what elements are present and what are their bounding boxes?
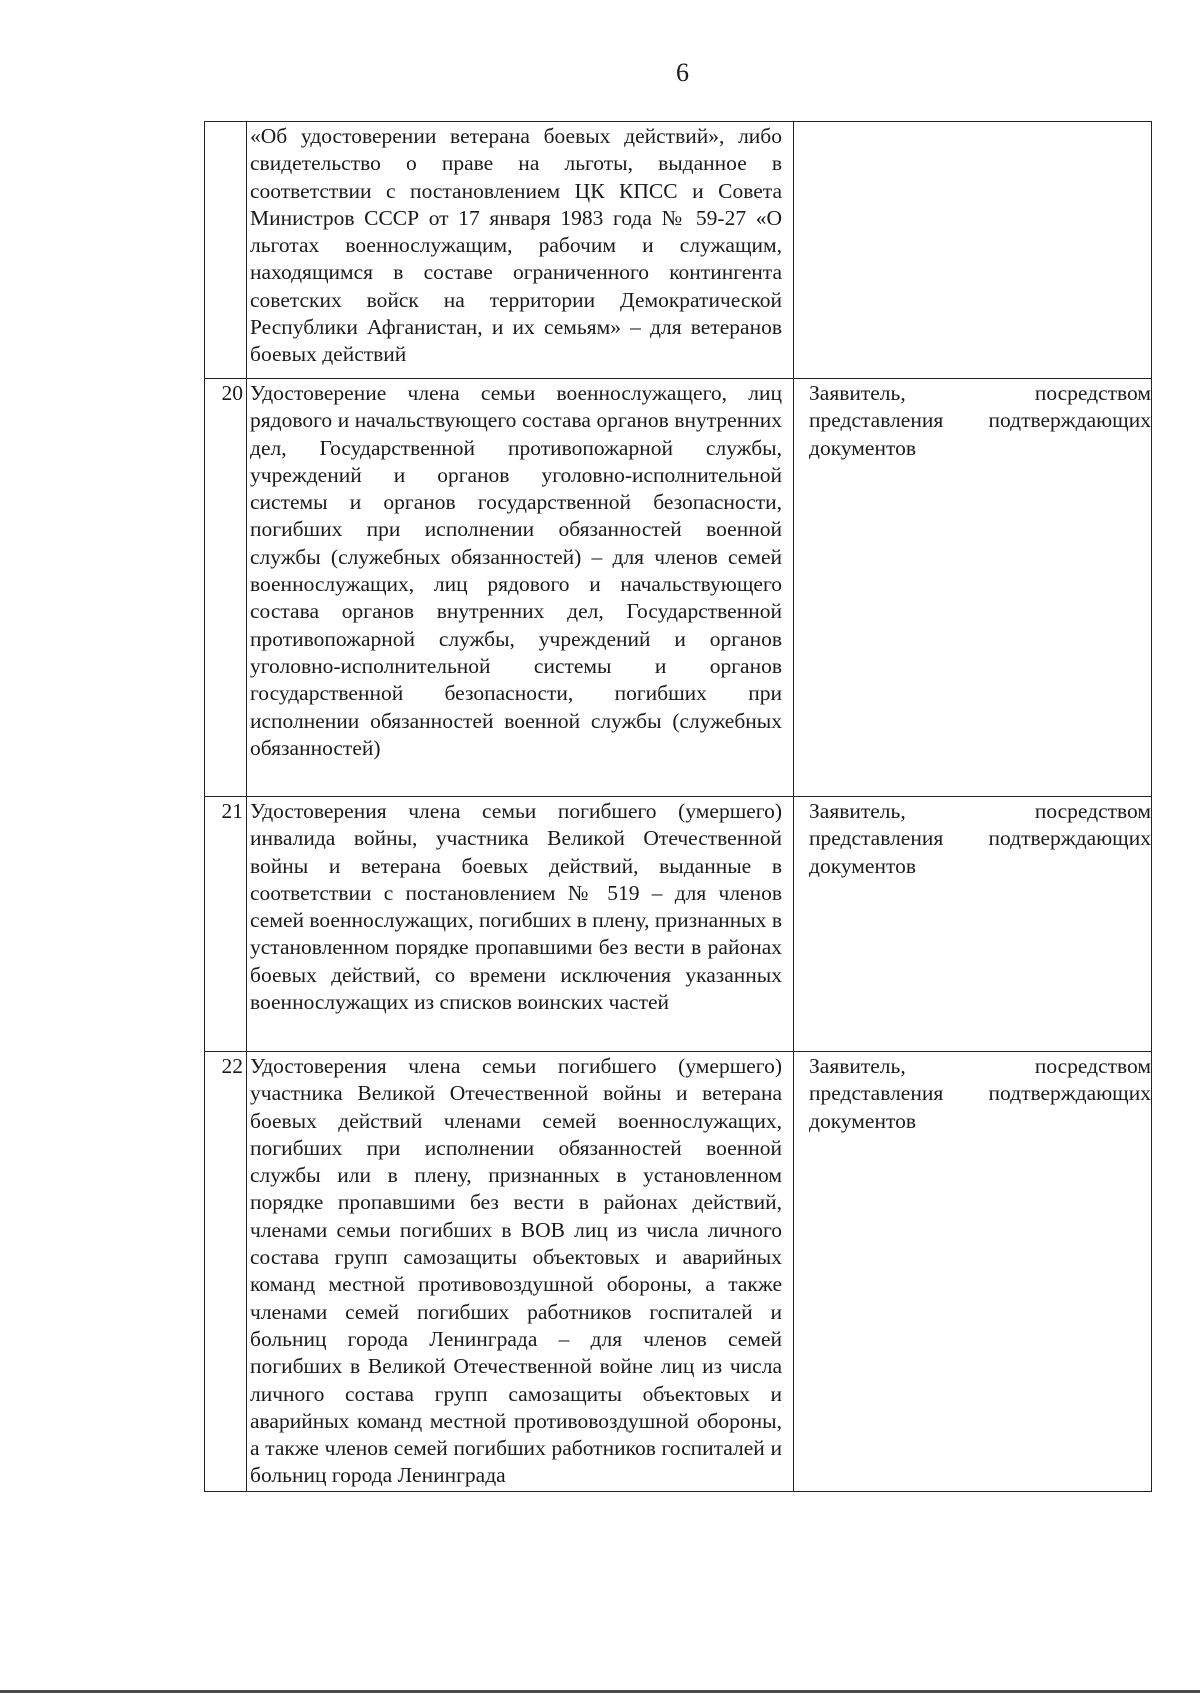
- document-description: «Об удостоверении ветерана боевых действий», либо свидетельство о праве на льготы, выданное в соответствии с постановлением ЦК КПСС и Совета Министров СССР от 17 января 1983 года № 59-27 «О льготах военнослужащим, рабочим и служащим, находящимся в составе ограниченного контингента советских войск на территории Демократической Республики Афганистан, и их семьям» – для ветеранов боевых действий: [247, 122, 794, 379]
- documents-table: [204, 121, 1152, 1492]
- document-description: Удостоверения члена семьи погибшего (умершего) инвалида войны, участника Великой Отечественной войны и ветерана боевых действий, выданные в соответствии с постановлением № 519 – для членов семей военнослужащих, погибших в плену, признанных в установленном порядке пропавшими без вести в районах боевых действий, со времени исключения указанных военнослужащих из списков воинских частей: [247, 797, 794, 1052]
- document-description: Удостоверения члена семьи погибшего (умершего) участника Великой Отечественной войны и ветерана боевых действий членами семей военнослужащих, погибших при исполнении обязанностей военной службы или в плену, признанных в установленном порядке пропавшими без вести в районах действий, членами семьи погибших в ВОВ лиц из числа личного состава групп самозащиты объектовых и аварийных команд местной противовоздушной обороны, а также членами семей погибших работников госпиталей и больниц города Ленинграда – для членов семей погибших в Великой Отечественной войне лиц из числа личного состава групп самозащиты объектовых и аварийных команд местной противовоздушной обороны, а также членов семей погибших работников госпиталей и больниц города Ленинграда: [247, 1052, 794, 1492]
- document-provider: Заявитель, посредством представления подтверждающих документов: [794, 379, 1152, 797]
- table-row: [205, 1052, 1152, 1492]
- page-number: 6: [676, 58, 689, 87]
- table-row: [205, 122, 1152, 379]
- table-row: [205, 797, 1152, 1052]
- document-provider: [794, 122, 1152, 379]
- document-provider: Заявитель, посредством представления подтверждающих документов: [794, 1052, 1152, 1492]
- document-provider: Заявитель, посредством представления подтверждающих документов: [794, 797, 1152, 1052]
- row-number: 20: [205, 379, 247, 797]
- table-row: [205, 379, 1152, 797]
- document-description: Удостоверение члена семьи военнослужащего, лиц рядового и начальствующего состава органов внутренних дел, Государственной противопожарной службы, учреждений и органов уголовно-исполнительной системы и органов государственной безопасности, погибших при исполнении обязанностей военной службы (служебных обязанностей) – для членов семей военнослужащих, лиц рядового и начальствующего состава органов внутренних дел, Государственной противопожарной службы, учреждений и органов уголовно-исполнительной системы и органов государственной безопасности, погибших при исполнении обязанностей военной службы (служебных обязанностей): [247, 379, 794, 797]
- row-number: [205, 122, 247, 379]
- row-number: 22: [205, 1052, 247, 1492]
- scan-edge-line: [0, 1690, 1200, 1693]
- row-number: 21: [205, 797, 247, 1052]
